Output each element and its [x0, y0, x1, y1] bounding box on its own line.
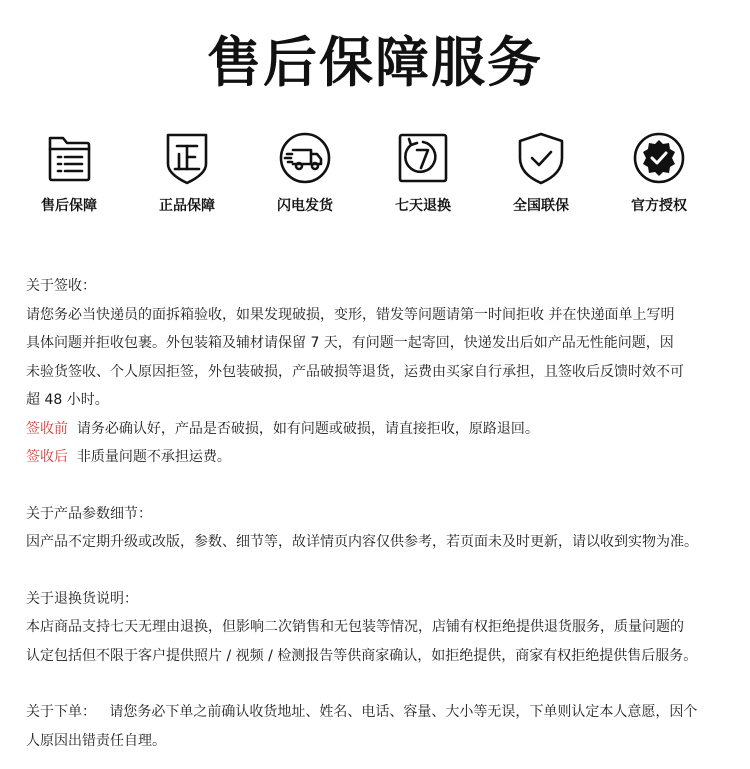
- page-title: 售后保障服务: [207, 31, 543, 94]
- paragraph-line: 认定包括但不限于客户提供照片 / 视频 / 检测报告等供商家确认，如拒绝提供，商家有权拒绝提供售后服务。: [26, 647, 698, 664]
- section-returns: [26, 585, 736, 671]
- paragraph-line: 具体问题并拒收包裹。外包装箱及辅材请保留 7 天，有问题一起寄回，快递发出后如产品无性能问题，因: [26, 335, 674, 351]
- paragraph-line: 因产品不定期升级或改版，参数、细节等，故详情页内容仅供参考，若页面未及时更新，请以收到实物为准。: [26, 534, 698, 550]
- service-terms: [26, 272, 736, 755]
- feature-label: 全国联保: [513, 198, 569, 214]
- feature-label: 闪电发货: [277, 198, 333, 214]
- section-heading: 关于下单：: [26, 704, 96, 720]
- section-heading: 关于签收：: [26, 278, 96, 294]
- paragraph-line: 人原因出错责任自理。: [26, 732, 166, 749]
- order-line: [26, 698, 736, 727]
- section-product-params: [26, 500, 736, 557]
- paragraph-line: 未验货签收、个人原因拒签，外包装破损，产品破损等退货，运费由买家自行承担，且签收后反馈时效不可: [26, 363, 684, 380]
- service-features: [0, 130, 750, 230]
- section-heading: 关于产品参数细节：: [26, 505, 152, 522]
- after-receipt-text: 非质量问题不承担运费。: [76, 449, 231, 465]
- seven-day-return-icon: [395, 130, 451, 186]
- feature-official-authorization: [604, 130, 714, 215]
- feature-label: 售后保障: [41, 198, 97, 214]
- paragraph-line: 超 48 小时。: [26, 392, 109, 408]
- feature-genuine: [132, 130, 242, 215]
- delivery-truck-icon: [277, 130, 333, 186]
- paragraph-line: 本店商品支持七天无理由退换，但影响二次销售和无包装等情况，店铺有权拒绝提供退货服务，质量问题的: [26, 619, 684, 635]
- feature-label: 正品保障: [159, 198, 215, 214]
- feature-seven-day-return: [368, 130, 478, 215]
- feature-after-sales: [14, 130, 124, 215]
- shield-check-icon: [513, 130, 569, 186]
- after-receipt-note: [26, 443, 736, 472]
- feature-label: 官方授权: [631, 198, 687, 214]
- document-list-icon: [41, 130, 97, 186]
- feature-label: 七天退换: [395, 198, 451, 214]
- feature-nationwide-warranty: [486, 130, 596, 215]
- after-receipt-tag: 签收后: [26, 449, 68, 465]
- shield-zheng-icon: [159, 130, 215, 186]
- section-receipt: [26, 272, 736, 472]
- feature-fast-shipping: [250, 130, 360, 215]
- before-receipt-tag: 签收前: [26, 420, 68, 437]
- section-heading: 关于退换货说明：: [26, 590, 138, 607]
- section-ordering: [26, 698, 736, 755]
- before-receipt-note: [26, 415, 736, 444]
- paragraph-line: 请您务必当快递员的面拆箱验收，如果发现破损，变形，错发等问题请第一时间拒收 并在快递面单上写明: [26, 306, 675, 323]
- paragraph-line: 请您务必下单之前确认收货地址、姓名、电话、容量、大小等无误，下单则认定本人意愿，因个: [109, 704, 698, 720]
- before-receipt-text: 请务必确认好，产品是否破损，如有问题或破损，请直接拒收，原路退回。: [76, 420, 539, 437]
- verified-badge-icon: [631, 130, 687, 186]
